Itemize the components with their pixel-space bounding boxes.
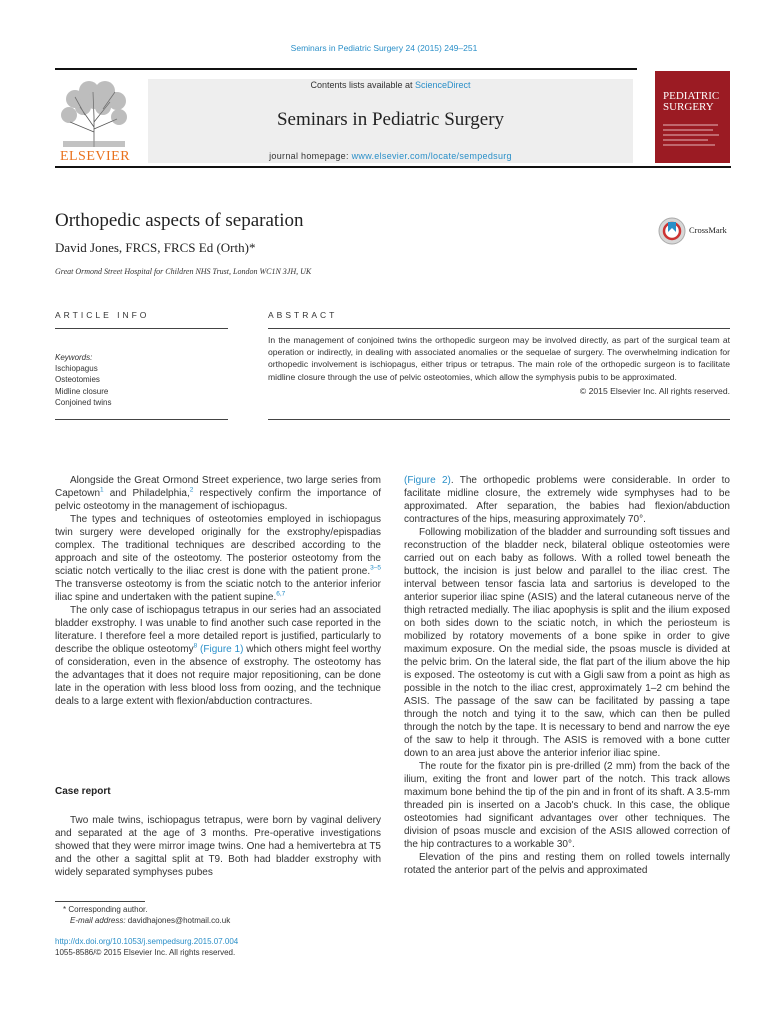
footnote [55,904,230,926]
cover-text-lines [663,121,723,151]
citation-ref[interactable]: 2 [189,486,194,494]
case-report-heading: Case report [55,786,111,797]
crossmark-label: CrossMark [689,225,727,235]
email-link[interactable]: davidhajones@hotmail.co.uk [127,916,231,925]
body-column-right [404,474,730,877]
homepage-link[interactable]: www.elsevier.com/locate/sempedsurg [351,151,512,161]
figure-link[interactable]: (Figure 2) [404,475,451,486]
crossmark-icon [657,216,687,246]
keyword-item: Conjoined twins [55,397,112,407]
author-affiliation: Great Ormond Street Hospital for Children NHS Trust, London WC1N 3JH, UK [55,267,312,276]
paragraph: The route for the fixator pin is pre-drilled (2 mm) from the back of the ilium, exiting the front and lower part of the notch. This track allows maximum bone behind the tip of the pin and in front of its shaft. A 3.5-mm threaded pin is inserted on a Jacob's chuck. In this case, the oblique osteotomies had significant advantages over other techniques. The division of psoas muscle and excision of the ASIS allowed correction of the hip contractures to a workable 30°. [404,761,730,850]
paragraph: The only case of ischiopagus tetrapus in our series had an associated bladder exstrophy. I was unable to find another such case reported in the literature. I therefore feel a more detailed report is justified, particularly to describe the oblique osteotomy$^8$ (Figure 1) which others might feel worthy of consideration, even in the absence of exstrophy. The osteotomy has the advantages that it does not require major repositioning, can be done late in the operation with less blood loss from oozing, and the technique deals to a large extent with flexion/abduction contractures. [55,605,381,707]
paragraph: Following mobilization of the bladder and surrounding soft tissues and reconstruction of the bladder neck, bilateral oblique osteotomies were carried out on each baby as follows. With a rolled towel beneath the buttock, the incision is just below and parallel to the iliac crest. The interval between tensor fascia lata and sartorius is developed to the anterior superior iliac spine (ASIS) and the lateral cutaneous nerve of the thigh retracted medially. The iliac apophysis is split and the ilium exposed on both sides down to the sciatic notch, in which the periosteum is mobilized by rotatory movements of a bone spike in order to give maximum exposure. On the medial side, the psoas muscle is divided at the pelvic brim. On the lateral side, the flat part of the ilium above the hip is exposed. The osteotomy is cut with a Gigli saw from a point as high as possible in the notch to the iliac crest, approximately 1–2 cm behind the ASIS. The passage of the saw can be facilitated by passing a tape through the notch and tying it to the saw, which can then be pulled through the notch by the tape. It is necessary to bend and narrow the eye of the saw to help it through. The ASIS is removed with a bone cutter down to an area just above the anterior inferior iliac spine. [404,527,730,759]
keywords-block [55,352,111,408]
keywords-rule [55,419,228,420]
contents-available [148,80,633,90]
paragraph: Elevation of the pins and resting them on rolled towels internally rotated the anterior part of the pelvis and approximated [404,852,730,876]
abstract-bottom-rule [268,419,730,420]
journal-homepage [148,151,633,161]
homepage-prefix: journal homepage: [269,151,352,161]
article-info-heading: ARTICLE INFO [55,310,150,320]
abstract-copyright: © 2015 Elsevier Inc. All rights reserved. [579,385,730,396]
paragraph: The types and techniques of osteotomies employed in ischiopagus twin surgery were developed originally for the exstrophy/epispadias complex. The traditional techniques are described according to the approach and site of the osteotomy. The posterior osteotomy from the sciatic notch vertically to the iliac crest is done with the patient prone.$^{3-5}$ The transverse osteotomy is from the sciatic notch to the anterior inferior iliac spine and undertaken with the patient supine.$^{6,7}$ [55,514,381,603]
contents-prefix: Contents lists available at [310,80,416,90]
abstract-text [268,334,730,397]
article-title: Orthopedic aspects of separation [55,210,304,231]
case-report-paragraph [55,814,381,879]
journal-title: Seminars in Pediatric Surgery [276,109,505,130]
issn-copyright: 1055-8586/© 2015 Elsevier Inc. All rights reserved. [55,948,236,957]
article-author: David Jones, FRCS, FRCS Ed (Orth)* [55,240,256,255]
figure-link[interactable]: (Figure 1) [200,644,244,655]
header-rule-bottom [55,166,731,168]
keywords-label: Keywords: [55,353,93,362]
keyword-item: Midline closure [55,386,109,396]
paragraph: Two male twins, ischiopagus tetrapus, were born by vaginal delivery and separated at the age of 3 months. Pre-operative investigations showed that they were mirror image twins. One had a hemivertebra at T5 and the other a sagittal split at T9. Both had bladder exstrophy with widely separated symphyses pubes [55,815,381,878]
citation-ref[interactable]: 1 [100,486,104,494]
header-rule-top [55,68,637,70]
journal-cover-thumbnail[interactable] [655,71,730,163]
elsevier-wordmark: ELSEVIER [59,149,131,164]
sciencedirect-link[interactable]: ScienceDirect [415,80,471,90]
cover-title: PEDIATRIC SURGERY [663,90,720,113]
abstract-heading: ABSTRACT [268,310,338,320]
doi-link[interactable]: http://dx.doi.org/10.1053/j.sempedsurg.2015.07.004 [55,937,239,946]
keyword-item: Osteotomies [55,375,100,385]
keyword-item: Ischiopagus [55,364,98,374]
citation-ref[interactable]: 3–5 [370,564,381,572]
abstract-rule [268,328,730,329]
author-email: E-mail address: davidhajones@hotmail.co.uk [70,916,231,925]
crossmark-badge[interactable] [657,216,737,246]
paragraph: Alongside the Great Ormond Street experience, two large series from Capetown$^1$ and Philadelphia,$^2$ respectively confirm the importance of pelvic osteotomy in the management of ischiopagus. [55,475,381,512]
abstract-body: In the management of conjoined twins the orthopedic surgeon may be involved directly, as part of the surgical team at operation or indirectly, in dealing with associated anomalies or the sequelae of surgery. The overwhelming indication for orthopedic involvement is ischiopagus, either tripus or tetrapus. The main role of the orthopedic surgeon is to facilitate midline closure through the use of pelvic osteotomies, which allow the symphysis pubis to be approximated. [268,335,730,382]
article-info-rule [55,328,228,329]
corresponding-author: * Corresponding author. [63,905,148,914]
paragraph: (Figure 2). The orthopedic problems were considerable. In order to facilitate midline closure, the extremely wide symphyses had to be approximated. After separation, the babies had flexion/abduction contractures of the hips, measuring approximately 70°. [404,475,730,525]
citation-ref[interactable]: 8 [193,642,198,650]
citation-ref[interactable]: 6,7 [276,590,286,598]
journal-citation[interactable]: Seminars in Pediatric Surgery 24 (2015) 249–251 [290,43,478,53]
doi-block [55,936,238,958]
footnote-rule [55,901,145,902]
body-column-left [55,474,381,708]
